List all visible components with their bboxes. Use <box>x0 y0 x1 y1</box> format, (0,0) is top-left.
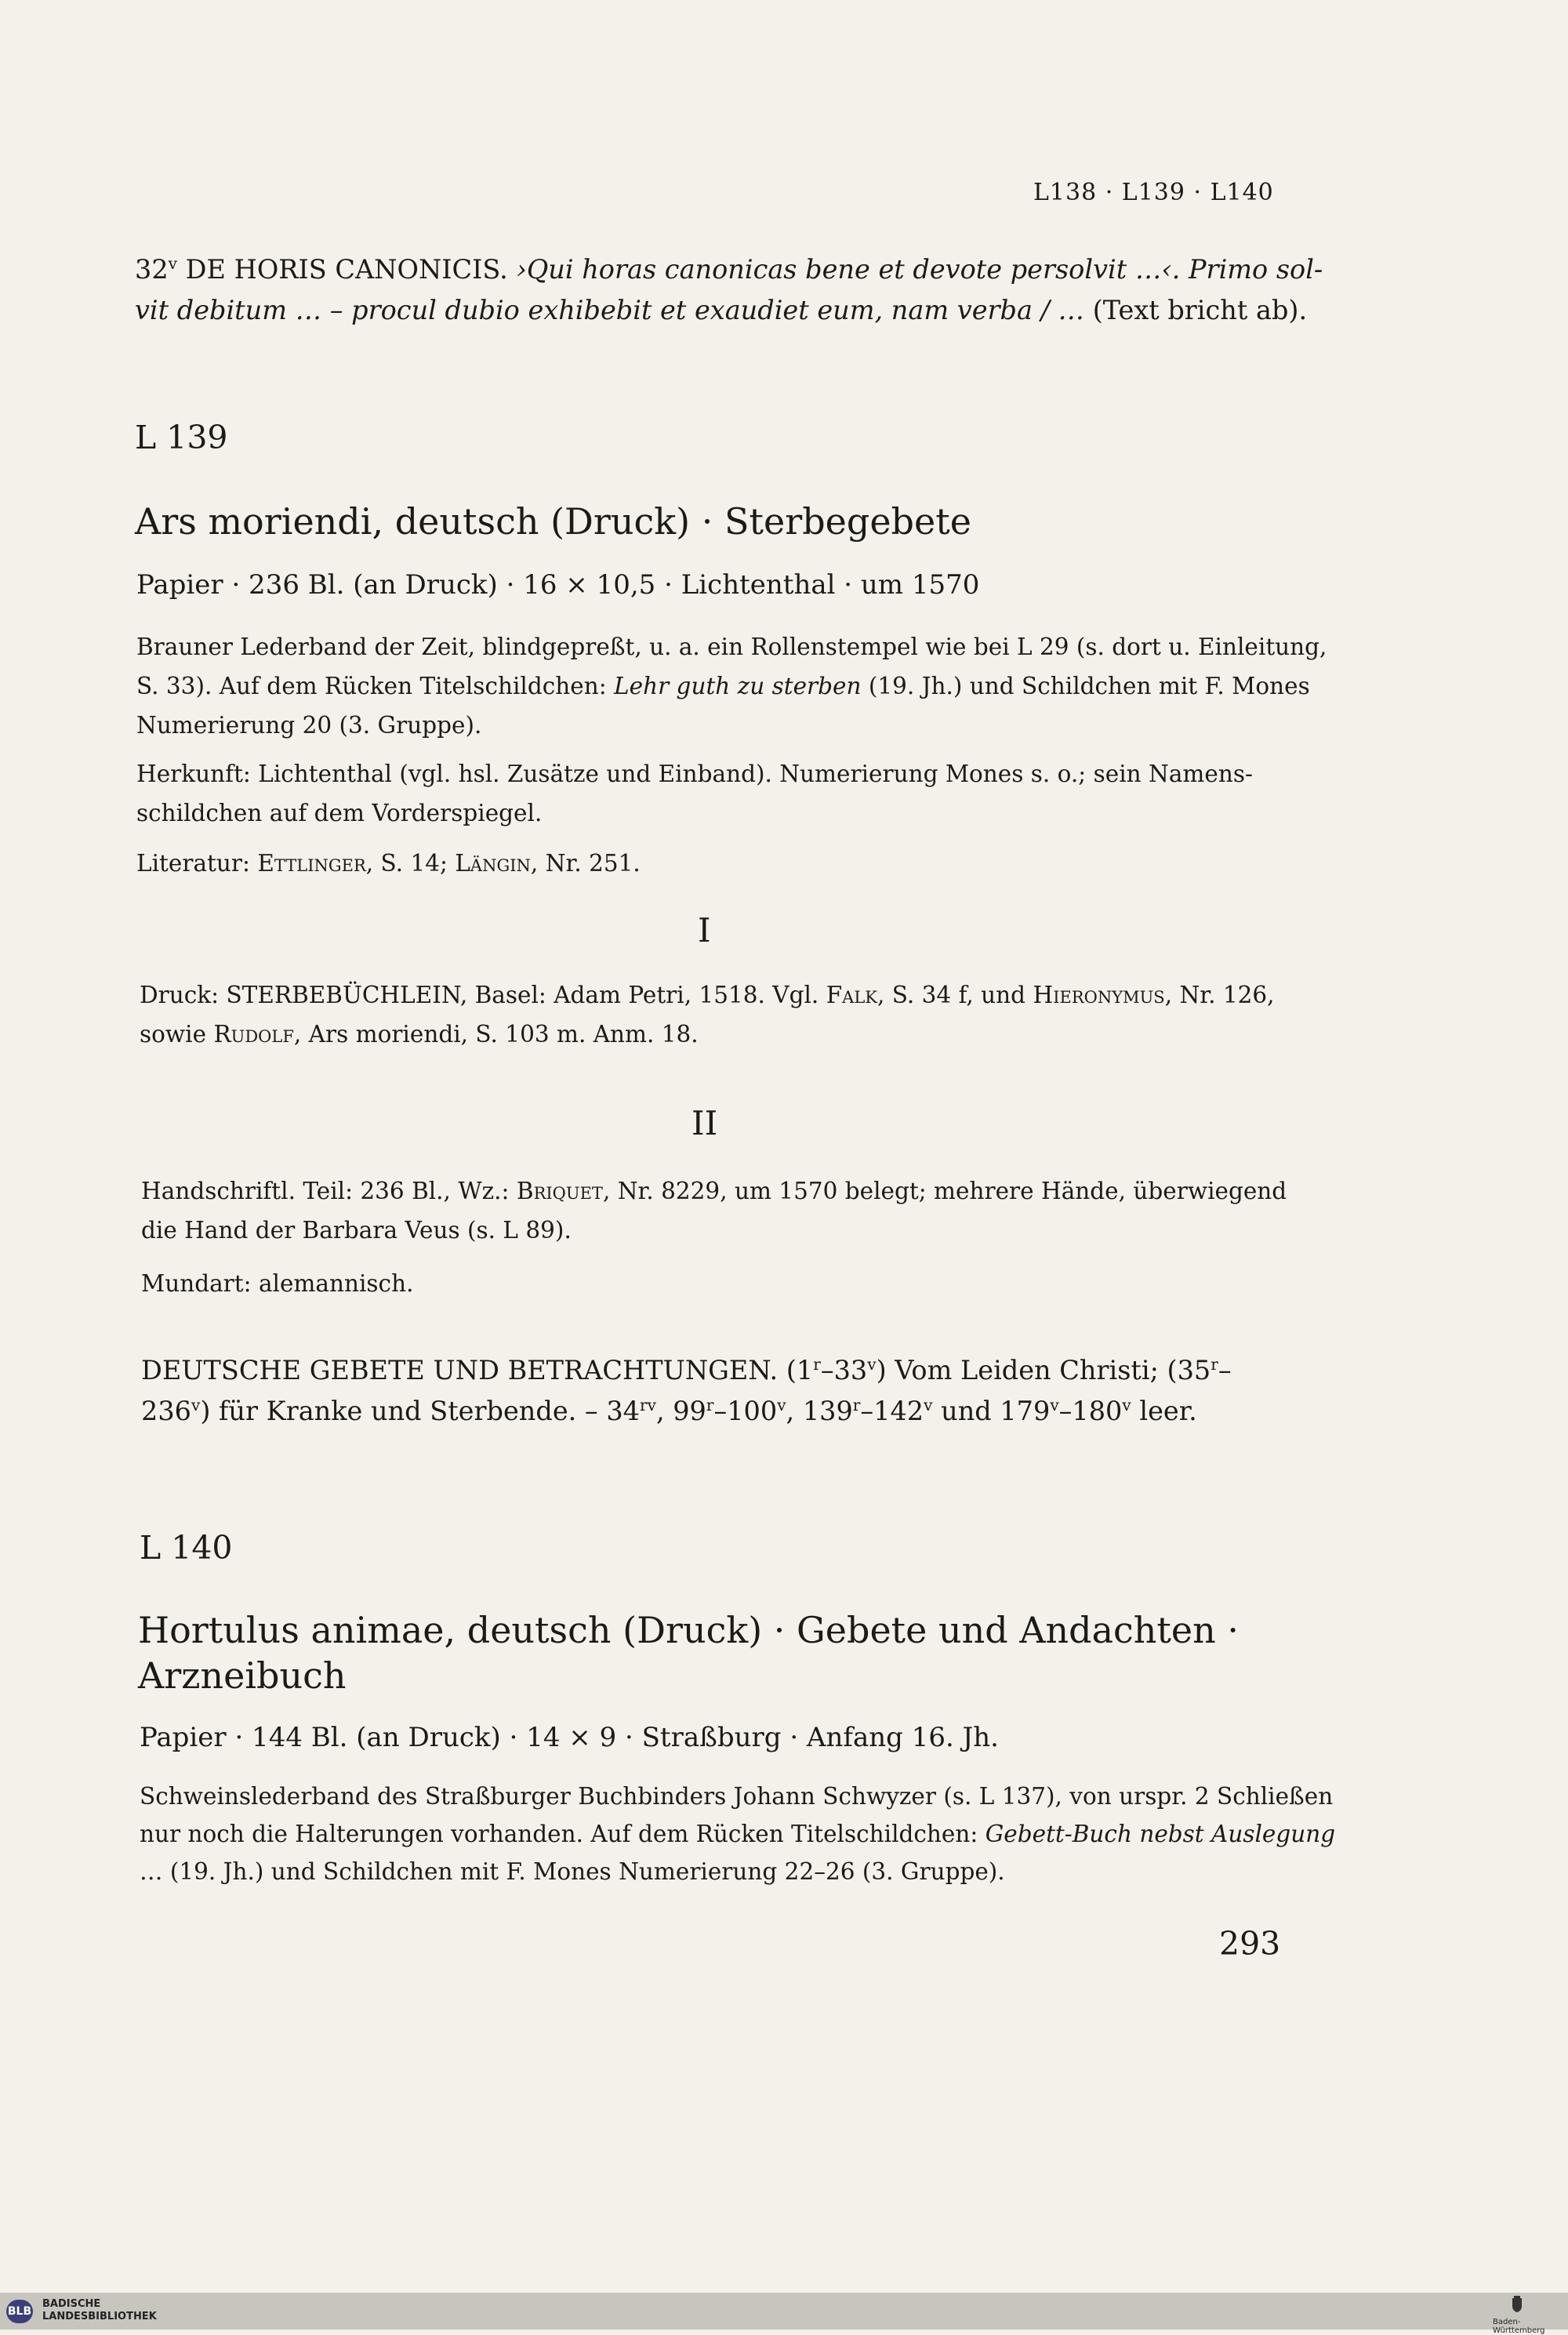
folio-number: 32 <box>135 254 169 285</box>
running-head: L138 · L139 · L140 <box>1033 179 1274 206</box>
state-label: Baden-Württemberg <box>1493 2318 1545 2335</box>
text-note: (Text bricht ab). <box>1092 295 1308 325</box>
l139-literature: Literatur: Ettlinger, S. 14; Längin, Nr. 251. <box>136 850 641 877</box>
state-crest-icon <box>1512 2296 1523 2313</box>
l140-signature: L 140 <box>140 1529 233 1567</box>
part-numeral-i: I <box>698 911 711 950</box>
l139-physical-description: Papier · 236 Bl. (an Druck) · 16 × 10,5 · Lichtenthal · um 1570 <box>136 569 980 601</box>
part-numeral-ii: II <box>691 1104 718 1142</box>
l140-title-line-1: Hortulus animae, deutsch (Druck) · Gebete und Andachten · <box>138 1609 1240 1651</box>
spine-title: Lehr guth zu sterben <box>614 673 862 699</box>
incipit-line-1: ›Qui horas canonicas bene et devote persolvit …‹. Primo sol- <box>516 254 1323 285</box>
spine-title: Gebett-Buch nebst Auslegung <box>985 1821 1336 1847</box>
page-number: 293 <box>1219 1925 1281 1963</box>
library-logo[interactable]: BLB <box>6 2300 33 2323</box>
l140-title-line-2: Arzneibuch <box>138 1654 347 1697</box>
l140-physical-description: Papier · 144 Bl. (an Druck) · 14 × 9 · Straßburg · Anfang 16. Jh. <box>140 1722 999 1753</box>
l139-signature: L 139 <box>135 419 228 456</box>
library-name: BADISCHE LANDESBIBLIOTHEK <box>42 2298 157 2322</box>
incipit-line-2: vit debitum … – procul dubio exhibebit et exaudiet eum, nam verba / … <box>135 295 1085 325</box>
book-page: L138 · L139 · L140 32$^v$ DE HORIS CANONICIS. ›Qui horas canonicas bene et devote persolvit …‹. Primo sol- vit debitum … – procul dubio exhibebit et exaudiet eum, nam verba / … (Text bricht ab). L 139 Ars moriendi, deutsch (Druck) · Sterbegebete Papier · 236 Bl. (an Druck) · 16 × 10,5 · Lichtenthal · um 1570 Brauner Lederband der Zeit, blindgepreßt, u. a. ein Rollenstempel wie bei L 29 (s. dort u. Einleitung, S. 33). Auf dem Rücken Titelschildchen: Lehr guth zu sterben (19. Jh.) und Schildchen mit F. Mones Numerierung 20 (3. Gruppe). Herkunft: Lichtenthal (vgl. hsl. Zusätze und Einband). Numerierung Mones s. o.; sein Namens- schildchen auf dem Vorderspiegel. Literatur: Ettlinger, S. 14; Längin, Nr. 251. I Druck: STERBEBÜCHLEIN, Basel: Adam Petri, 1518. Vgl. Falk, S. 34 f, und Hieronymus, Nr. 126, sowie Rudolf, Ars moriendi, S. 103 m. Anm. 18. II Handschriftl. Teil: 236 Bl., Wz.: Briquet, Nr. 8229, um 1570 belegt; mehrere Hände, überwiegend die Hand der Barbara Veus (s. L 89). Mundart: alemannisch. DEUTSCHE GEBETE UND BETRACHTUNGEN. (1$^r$–33$^v$) Vom Leiden Christi; (35$^r$– 236$^v$) für Kranke und Sterbende. – $34^{rv}$, 99$^r$–100$^v$, 139$^r$–142$^v$ und 179$^v$–180$^v$ leer. L 140 Hortulus animae, deutsch (Druck) · Gebete und Andachten · Arzneibuch Papier · 144 Bl. (an Druck) · 14 × 9 · Straßburg · Anfang 16. Jh. Schweinslederband des Straßburger Buchbinders Johann Schwyzer (s. L 137), von urspr. 2 Schließen nur noch die Halterungen vorhanden. Auf dem Rücken Titelschildchen: Gebett-Buch nebst Auslegung … (19. Jh.) und Schildchen mit F. Mones Numerierung 22–26 (3. Gruppe). 293 <box>0 0 1568 2293</box>
footer-bar <box>0 2293 1568 2335</box>
l139-dialect: Mundart: alemannisch. <box>141 1270 414 1297</box>
section-heading: DE HORIS CANONICIS. <box>185 254 508 285</box>
l139-title: Ars moriendi, deutsch (Druck) · Sterbegebete <box>135 500 971 543</box>
